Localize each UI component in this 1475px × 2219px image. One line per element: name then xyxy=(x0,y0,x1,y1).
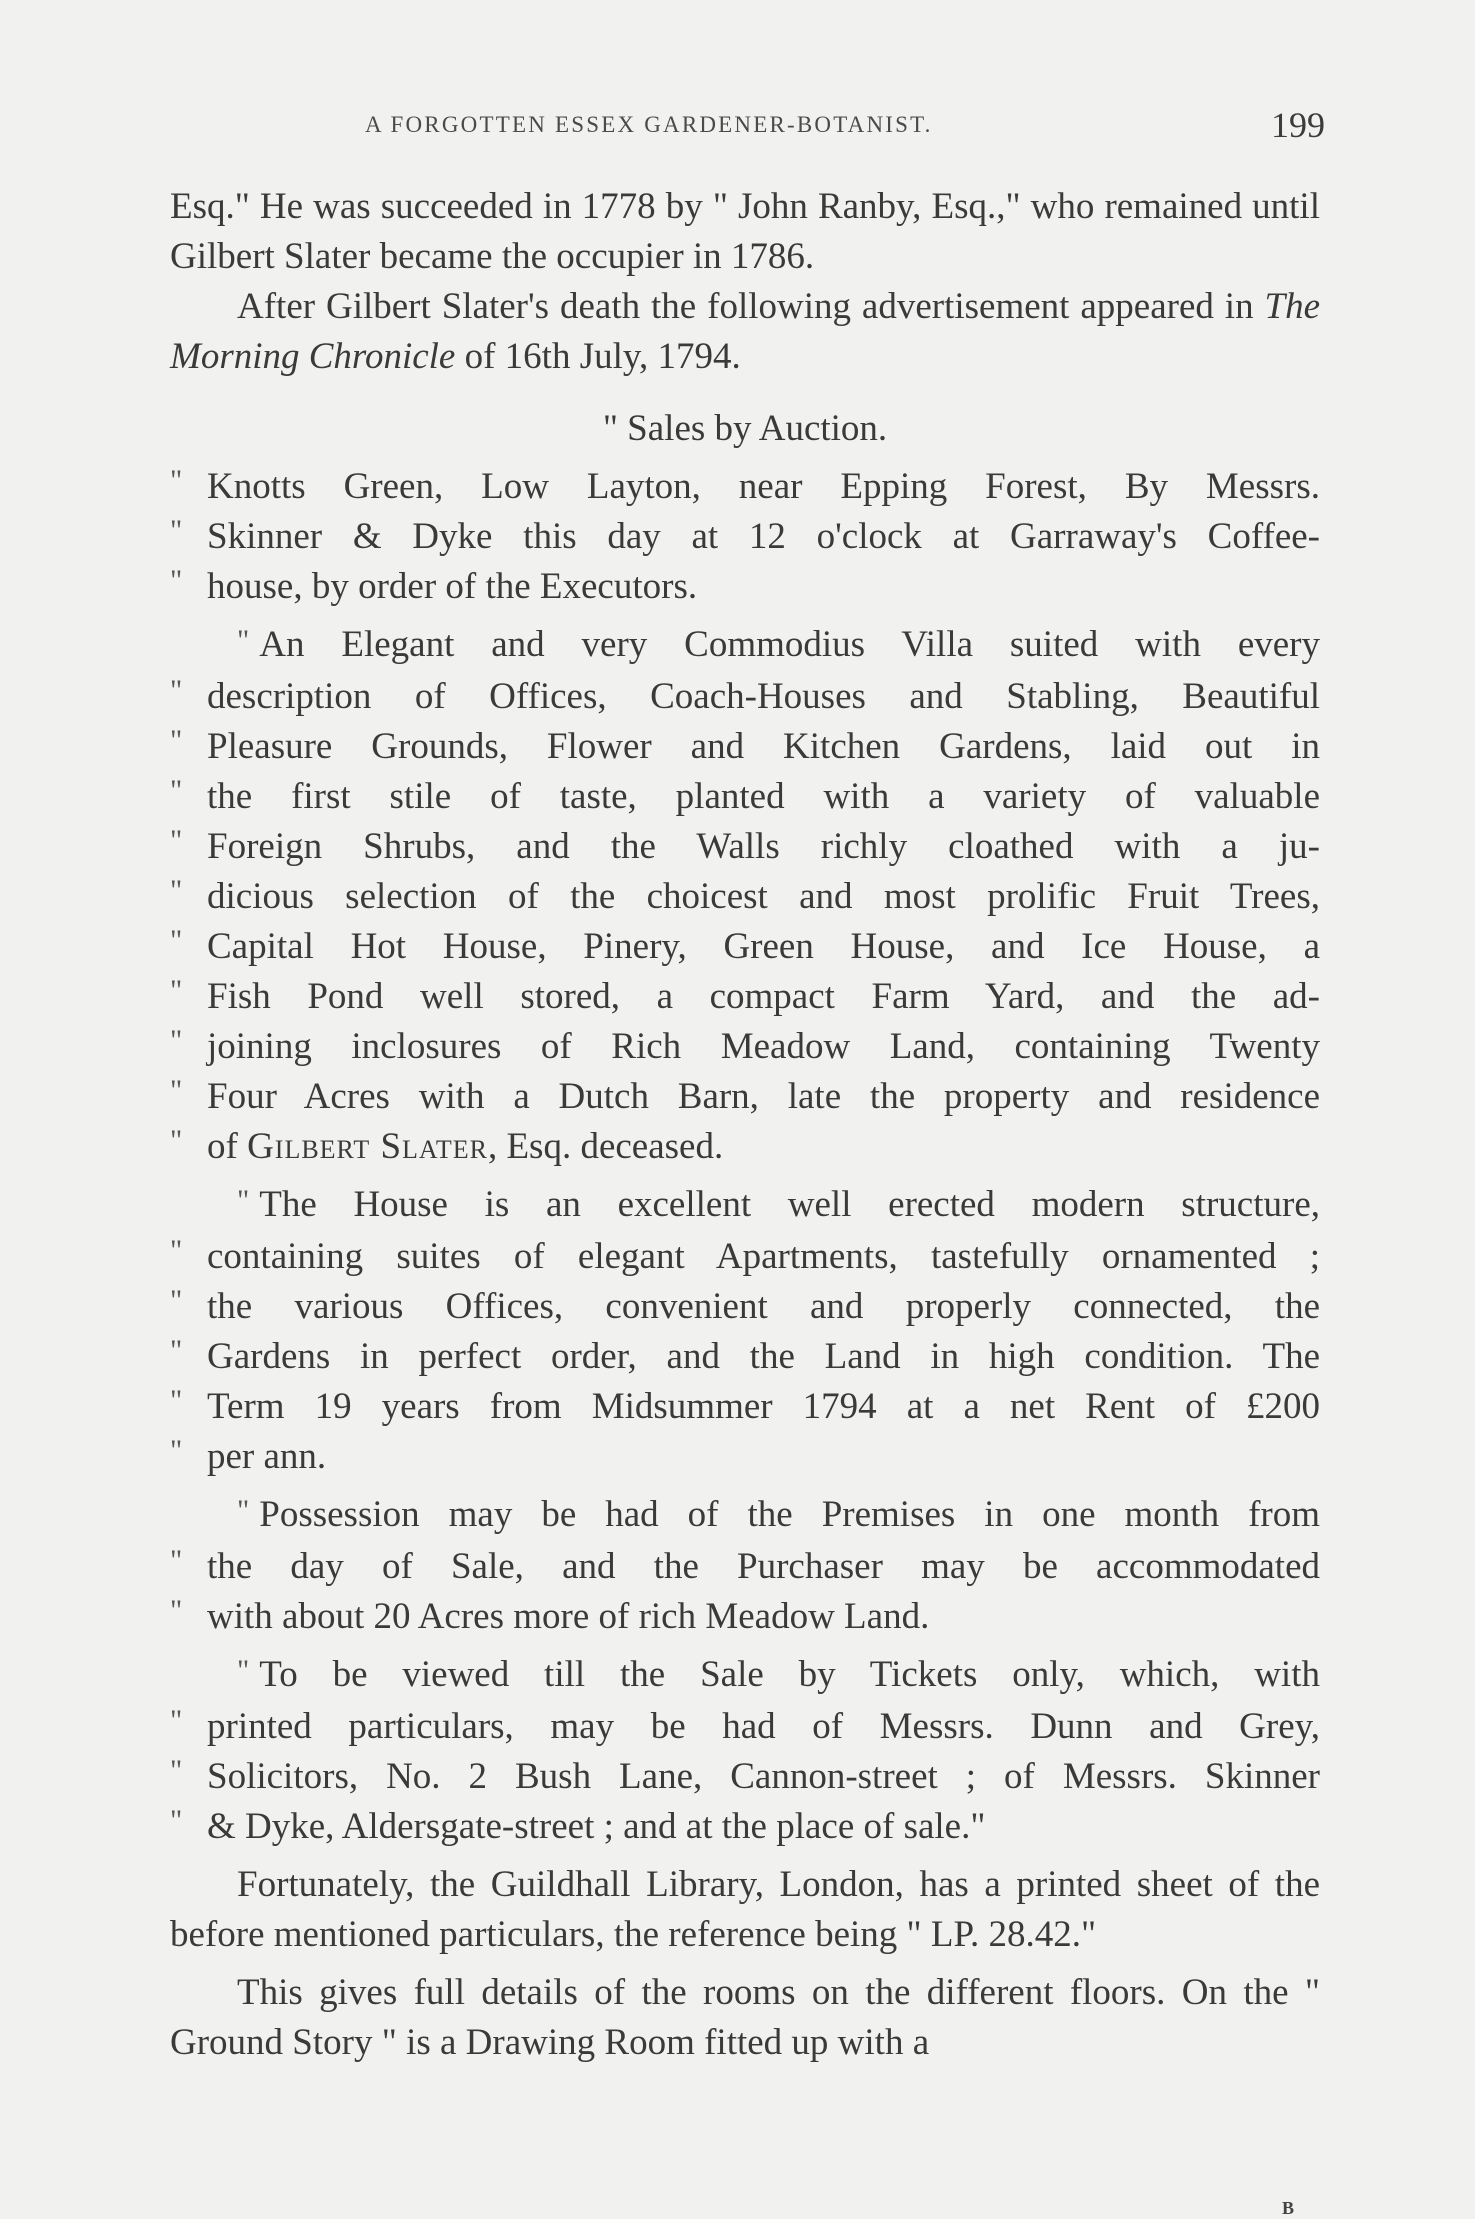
quote-line-first xyxy=(170,1650,1320,1702)
quote-mark: " xyxy=(170,674,183,707)
quote-line xyxy=(170,772,1320,822)
quote-line xyxy=(170,1382,1320,1432)
quote-mark: " xyxy=(170,924,183,957)
quote-line xyxy=(170,672,1320,722)
quote-line xyxy=(170,512,1320,562)
quote-line-text: the day of Sale, and the Purchaser may be accommodated xyxy=(207,1546,1320,1587)
quote-line-text: dicious selection of the choicest and most prolific Fruit Trees, xyxy=(207,876,1320,917)
quote-mark: " xyxy=(170,1124,183,1157)
quote-line xyxy=(170,462,1320,512)
advert-heading: " Sales by Auction. xyxy=(602,408,888,449)
quote-mark: " xyxy=(170,1334,183,1367)
quote-line-text: An Elegant and very Commodius Villa suited with every xyxy=(259,624,1320,665)
quote-line-text: Pleasure Grounds, Flower and Kitchen Gardens, laid out in xyxy=(207,726,1320,767)
quote-mark: " xyxy=(170,1754,183,1787)
quote-line xyxy=(170,1432,1320,1482)
quote-line xyxy=(170,562,1320,612)
quote-mark: " xyxy=(170,1234,183,1267)
quote-mark: " xyxy=(170,824,183,857)
quote-line-text: description of Offices, Coach-Houses and Stabling, Beautiful xyxy=(207,676,1320,717)
running-title: A FORGOTTEN ESSEX GARDENER-BOTANIST. xyxy=(365,112,933,137)
text-run: of 16th July, 1794. xyxy=(455,336,741,377)
quote-line-text: Possession may be had of the Premises in one month from xyxy=(259,1494,1320,1535)
quote-line-text: per ann. xyxy=(207,1436,327,1477)
quote-line-text: joining inclosures of Rich Meadow Land, containing Twenty xyxy=(207,1026,1320,1067)
quote-line xyxy=(170,1542,1320,1592)
quote-line-text: Skinner & Dyke this day at 12 o'clock at Garraway's Coffee- xyxy=(207,516,1320,557)
quote-line-text: , Esq. deceased. xyxy=(487,1126,724,1167)
quote-line-text: Foreign Shrubs, and the Walls richly cloathed with a ju- xyxy=(207,826,1320,867)
quote-mark: " xyxy=(237,1654,250,1687)
quote-line-text: house, by order of the Executors. xyxy=(207,566,698,607)
advert-block-5 xyxy=(170,1650,1320,1852)
body-text xyxy=(170,182,1320,2068)
paragraph-continuation: Esq." He was succeeded in 1778 by " John Ranby, Esq.," who remained until Gilbert Slater became the occupier in 1786. xyxy=(170,186,1320,277)
quote-line xyxy=(170,822,1320,872)
quote-mark: " xyxy=(170,1804,183,1837)
quote-line-text: Fish Pond well stored, a compact Farm Yard, and the ad- xyxy=(207,976,1320,1017)
quote-line-text: the first stile of taste, planted with a variety of valuable xyxy=(207,776,1320,817)
signature-mark: B xyxy=(1281,2198,1295,2218)
quote-line xyxy=(170,1592,1320,1642)
paragraph-rooms: This gives full details of the rooms on the different floors. On the " Ground Story " is a Drawing Room fitted up with a xyxy=(170,1972,1320,2063)
quote-line-text: the various Offices, convenient and properly connected, the xyxy=(207,1286,1320,1327)
quote-line xyxy=(170,872,1320,922)
quote-mark: " xyxy=(237,1184,250,1217)
quote-mark: " xyxy=(170,1704,183,1737)
quote-line-first xyxy=(170,620,1320,672)
advert-block-2 xyxy=(170,620,1320,1172)
quote-mark: " xyxy=(170,774,183,807)
quote-line-text: Capital Hot House, Pinery, Green House, and Ice House, a xyxy=(207,926,1320,967)
quote-line xyxy=(170,1072,1320,1122)
page-number: 199 xyxy=(1271,105,1325,145)
paragraph-guildhall: Fortunately, the Guildhall Library, London, has a printed sheet of the before mentioned particulars, the reference being " LP. 28.42." xyxy=(170,1864,1320,1955)
quote-line-text: Gardens in perfect order, and the Land in high condition. The xyxy=(207,1336,1320,1377)
quote-line-text: Four Acres with a Dutch Barn, late the property and residence xyxy=(207,1076,1320,1117)
quote-mark: " xyxy=(170,564,183,597)
quote-line xyxy=(170,1752,1320,1802)
text-run: After Gilbert Slater's death the following advertisement appeared in xyxy=(237,286,1265,327)
quote-line xyxy=(170,922,1320,972)
quote-mark: " xyxy=(237,1494,250,1527)
quote-mark: " xyxy=(170,1544,183,1577)
quote-line xyxy=(170,1802,1320,1852)
quote-line xyxy=(170,1022,1320,1072)
quote-mark: " xyxy=(170,1284,183,1317)
quote-line-text: of xyxy=(207,1126,248,1167)
quote-mark: " xyxy=(170,1594,183,1627)
quote-mark: " xyxy=(170,874,183,907)
quote-line-text: with about 20 Acres more of rich Meadow Land. xyxy=(207,1596,930,1637)
quote-line xyxy=(170,972,1320,1022)
running-head xyxy=(170,104,1325,148)
quote-line-text: Knotts Green, Low Layton, near Epping Forest, By Messrs. xyxy=(207,466,1320,507)
quote-mark: " xyxy=(170,724,183,757)
quote-line-text: To be viewed till the Sale by Tickets only, which, with xyxy=(259,1654,1320,1695)
quote-line-text: printed particulars, may be had of Messrs. Dunn and Grey, xyxy=(207,1706,1320,1747)
quote-mark: " xyxy=(170,1024,183,1057)
quote-line-text: Term 19 years from Midsummer 1794 at a net Rent of £200 xyxy=(207,1386,1320,1427)
quote-line-text: Solicitors, No. 2 Bush Lane, Cannon-street ; of Messrs. Skinner xyxy=(207,1756,1320,1797)
quote-line-first xyxy=(170,1180,1320,1232)
advert-block-1 xyxy=(170,462,1320,612)
quote-line-text: & Dyke, Aldersgate-street ; and at the place of sale." xyxy=(207,1806,986,1847)
advert-block-3 xyxy=(170,1180,1320,1482)
quote-mark: " xyxy=(170,974,183,1007)
owner-name: Gilbert Slater xyxy=(247,1126,488,1167)
quote-line xyxy=(170,1282,1320,1332)
quote-mark: " xyxy=(170,1434,183,1467)
newspaper-title: The Morning Chronicle xyxy=(170,286,1320,377)
quote-line xyxy=(170,1332,1320,1382)
paragraph-advertisement-intro xyxy=(170,282,1320,382)
quote-line-first xyxy=(170,1490,1320,1542)
quote-line-text: The House is an excellent well erected modern structure, xyxy=(259,1184,1320,1225)
quote-line xyxy=(170,1702,1320,1752)
quote-line xyxy=(170,1232,1320,1282)
quote-mark: " xyxy=(170,464,183,497)
advert-block-4 xyxy=(170,1490,1320,1642)
quote-line xyxy=(170,1122,1320,1172)
quote-mark: " xyxy=(237,624,250,657)
quote-line xyxy=(170,722,1320,772)
quote-mark: " xyxy=(170,1074,183,1107)
quote-line-text: containing suites of elegant Apartments, tastefully ornamented ; xyxy=(207,1236,1320,1277)
quote-mark: " xyxy=(170,1384,183,1417)
quote-mark: " xyxy=(170,514,183,547)
